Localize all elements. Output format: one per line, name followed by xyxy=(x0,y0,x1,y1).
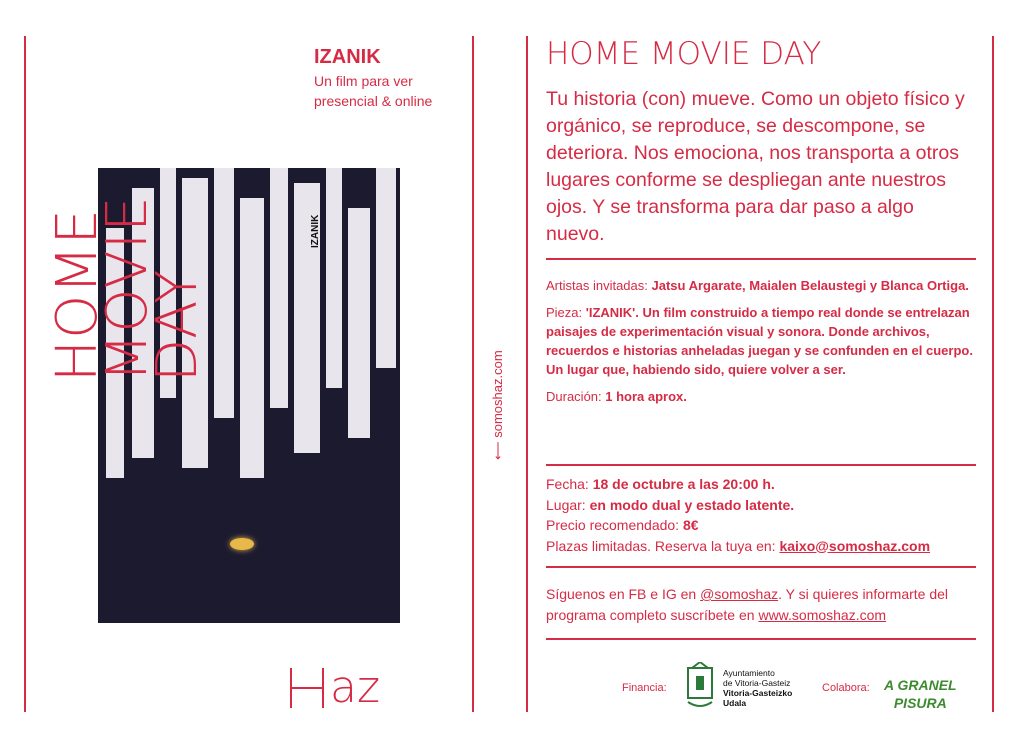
left-divider-line xyxy=(472,36,474,712)
poster-label: IZANIK xyxy=(310,214,321,248)
colabora-label: Colabora: xyxy=(822,682,870,694)
vertical-title-line: HOME xyxy=(45,208,110,382)
booking-line: Plazas limitadas. Reserva la tuya en: kaixo@somoshaz.com xyxy=(546,537,931,554)
center-divider-line xyxy=(526,36,528,712)
vertical-title-line: DAY xyxy=(145,268,210,382)
info-block xyxy=(546,276,976,406)
izanik-subtitle-2: presencial & online xyxy=(314,93,433,109)
izanik-title: IZANIK xyxy=(314,46,381,68)
izanik-subtitle-1: Un film para ver xyxy=(314,73,413,89)
follow-paragraph: Síguenos en FB e IG en @somoshaz. Y si quieres informarte del programa completo suscríbete en www.somoshaz.com xyxy=(546,586,949,623)
financia-label: Financia: xyxy=(622,682,667,694)
ayuntamiento-text: Ayuntamiento de Vitoria-Gasteiz Vitoria-Gasteizko Udala xyxy=(723,668,793,708)
page-title: HOME MOVIE DAY xyxy=(546,36,822,72)
right-border-line xyxy=(992,36,994,712)
city-crest-icon xyxy=(684,662,716,712)
divider-2 xyxy=(546,464,976,466)
website-link[interactable]: www.somoshaz.com xyxy=(758,606,887,623)
divider-1 xyxy=(546,258,976,260)
a-granel-logo: A GRANEL PISURA xyxy=(884,677,957,711)
place-line: Lugar: en modo dual y estado latente. xyxy=(546,496,795,513)
event-details xyxy=(546,474,976,556)
izanik-heading xyxy=(314,46,432,109)
duration-line: Duración: 1 hora aprox. xyxy=(546,389,687,404)
date-line: Fecha: 18 de octubre a las 20:00 h. xyxy=(546,476,775,492)
divider-3 xyxy=(546,566,976,568)
light-glow xyxy=(230,538,254,550)
divider-4 xyxy=(546,638,976,640)
social-handle-link[interactable]: @somoshaz xyxy=(700,586,779,602)
artists-line: Artistas invitadas: Jatsu Argarate, Maialen Belaustegi y Blanca Ortiga. xyxy=(546,278,969,293)
vertical-title xyxy=(45,195,210,382)
vertical-url-text[interactable]: somoshaz.com xyxy=(490,350,505,438)
haz-logo xyxy=(290,662,381,713)
vertical-title-line: MOVIE xyxy=(95,195,160,382)
vertical-url[interactable]: ⟵ somoshaz.com xyxy=(490,350,505,460)
haz-logo-text: az xyxy=(330,662,381,713)
price-line: Precio recomendado: 8€ xyxy=(546,517,699,533)
piece-line: Pieza: 'IZANIK'. Un film construido a tiempo real donde se entrelazan paisajes de experimentación visual y sonora. Donde archivos, recuerdos e historias anheladas juegan y se confunden en el cuerpo. Un lugar que, habiendo sido, quiere volver a ser. xyxy=(546,305,973,377)
intro-paragraph: Tu historia (con) mueve. Como un objeto físico y orgánico, se reproduce, se descompone, se deteriora. Nos emociona, nos transporta a otros lugares conforme se despliegan ante nuestros ojos. Y se transforma para dar paso a algo nuevo. xyxy=(546,88,965,245)
booking-email-link[interactable]: kaixo@somoshaz.com xyxy=(779,537,931,554)
left-border-line xyxy=(24,36,26,712)
